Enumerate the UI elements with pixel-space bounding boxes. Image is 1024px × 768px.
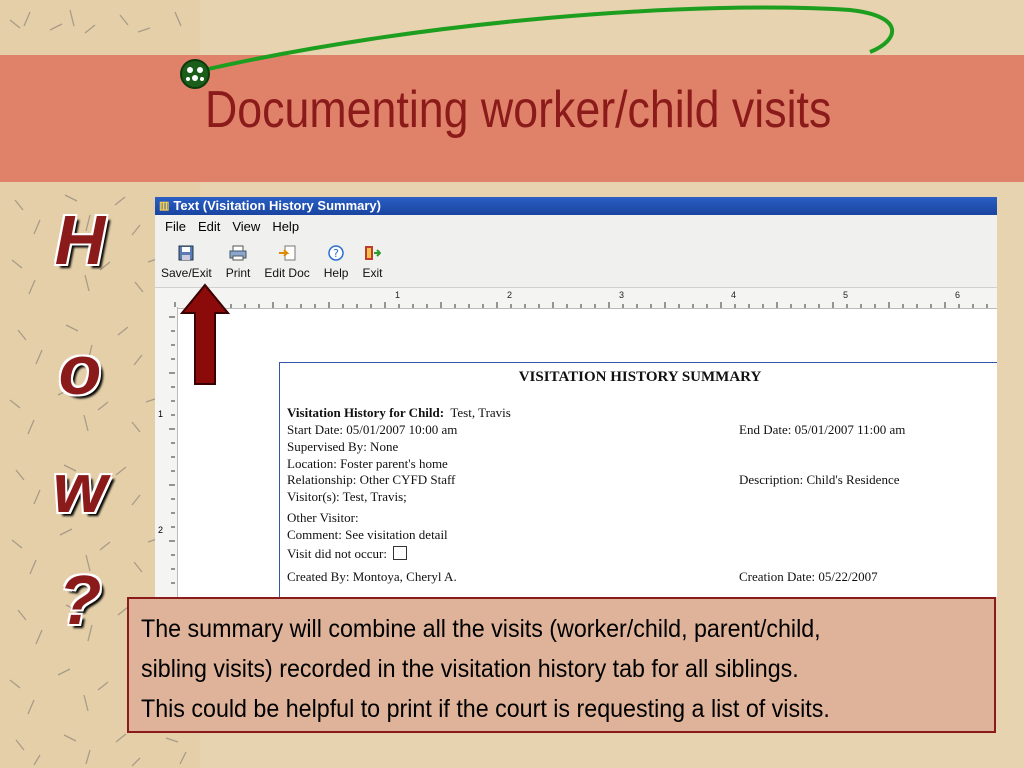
vruler-mark-2: 2 (158, 525, 164, 535)
created-by: Created By: Montoya, Cheryl A. (287, 569, 457, 584)
menu-file[interactable]: File (165, 218, 186, 234)
ruler-mark-4: 4 (731, 290, 737, 300)
exit-button[interactable] (362, 237, 382, 280)
print-label: Print (225, 266, 251, 280)
print-button[interactable] (226, 237, 251, 280)
exit-icon (362, 243, 382, 263)
window-title: Text (Visitation History Summary) (173, 198, 381, 213)
document-page[interactable] (279, 362, 997, 597)
side-letter-w: w (52, 449, 108, 527)
menu-bar (155, 215, 997, 237)
help-label: Help (323, 266, 349, 280)
save-icon (176, 243, 196, 263)
svg-text:?: ? (333, 247, 340, 260)
vruler-ticks (155, 307, 177, 597)
window-titlebar (155, 197, 997, 215)
ruler-mark-1: 1 (395, 290, 401, 300)
app-window (155, 197, 997, 597)
child-label: Visitation History for Child: (287, 405, 445, 420)
ruler-ticks (155, 288, 997, 308)
side-letter-o: o (58, 331, 102, 409)
slide-title: Documenting worker/child visits (205, 81, 832, 139)
explanation-callout (127, 597, 996, 733)
description: Description: Child's Residence (739, 472, 900, 487)
vertical-ruler[interactable] (155, 307, 178, 597)
side-letter-h: H (54, 201, 106, 279)
end-date: End Date: 05/01/2007 11:00 am (739, 422, 906, 437)
toolbar (155, 237, 997, 288)
help-button[interactable] (324, 237, 349, 280)
callout-line-2: sibling visits) recorded in the visitation history tab for all siblings. (141, 655, 799, 683)
visit-not-occur-checkbox[interactable] (393, 546, 407, 560)
ruler-mark-6: 6 (955, 290, 961, 300)
comment: Comment: See visitation detail (287, 527, 448, 542)
horizontal-ruler[interactable] (155, 288, 997, 309)
visitors: Visitor(s): Test, Travis; (287, 489, 407, 504)
supervised-by: Supervised By: None (287, 439, 399, 454)
ruler-mark-5: 5 (843, 290, 849, 300)
save-exit-button[interactable] (161, 237, 212, 280)
creation-date: Creation Date: 05/22/2007 (739, 569, 878, 584)
start-date: Start Date: 05/01/2007 10:00 am (287, 422, 458, 437)
visit-not-occur-label: Visit did not occur: (287, 546, 387, 561)
ruler-mark-3: 3 (619, 290, 625, 300)
menu-help[interactable]: Help (272, 218, 300, 234)
menu-view[interactable]: View (232, 218, 261, 234)
ruler-mark-2: 2 (507, 290, 513, 300)
app-icon: ▥ (159, 200, 170, 212)
callout-line-1: The summary will combine all the visits (worker/child, parent/child, (141, 615, 821, 643)
side-letter-question: ? (58, 561, 102, 639)
edit-doc-icon (277, 243, 297, 263)
callout-line-3: This could be helpful to print if the court is requesting a list of visits. (141, 695, 830, 723)
location: Location: Foster parent's home (287, 456, 448, 471)
save-exit-label: Save/Exit (161, 266, 212, 280)
other-visitor: Other Visitor: (287, 510, 359, 525)
pointer-arrow (180, 283, 230, 387)
exit-label: Exit (362, 266, 383, 280)
child-name: Test, Travis (450, 405, 511, 420)
vruler-mark-1: 1 (158, 409, 164, 419)
edit-doc-label: Edit Doc (264, 266, 310, 280)
menu-edit[interactable]: Edit (197, 218, 221, 234)
visit-not-occur-line (287, 546, 407, 562)
print-icon (228, 243, 248, 263)
child-line (287, 405, 511, 421)
edit-doc-button[interactable] (264, 237, 309, 280)
relationship: Relationship: Other CYFD Staff (287, 472, 456, 487)
document-heading: VISITATION HISTORY SUMMARY (518, 369, 762, 385)
help-icon (326, 243, 346, 263)
